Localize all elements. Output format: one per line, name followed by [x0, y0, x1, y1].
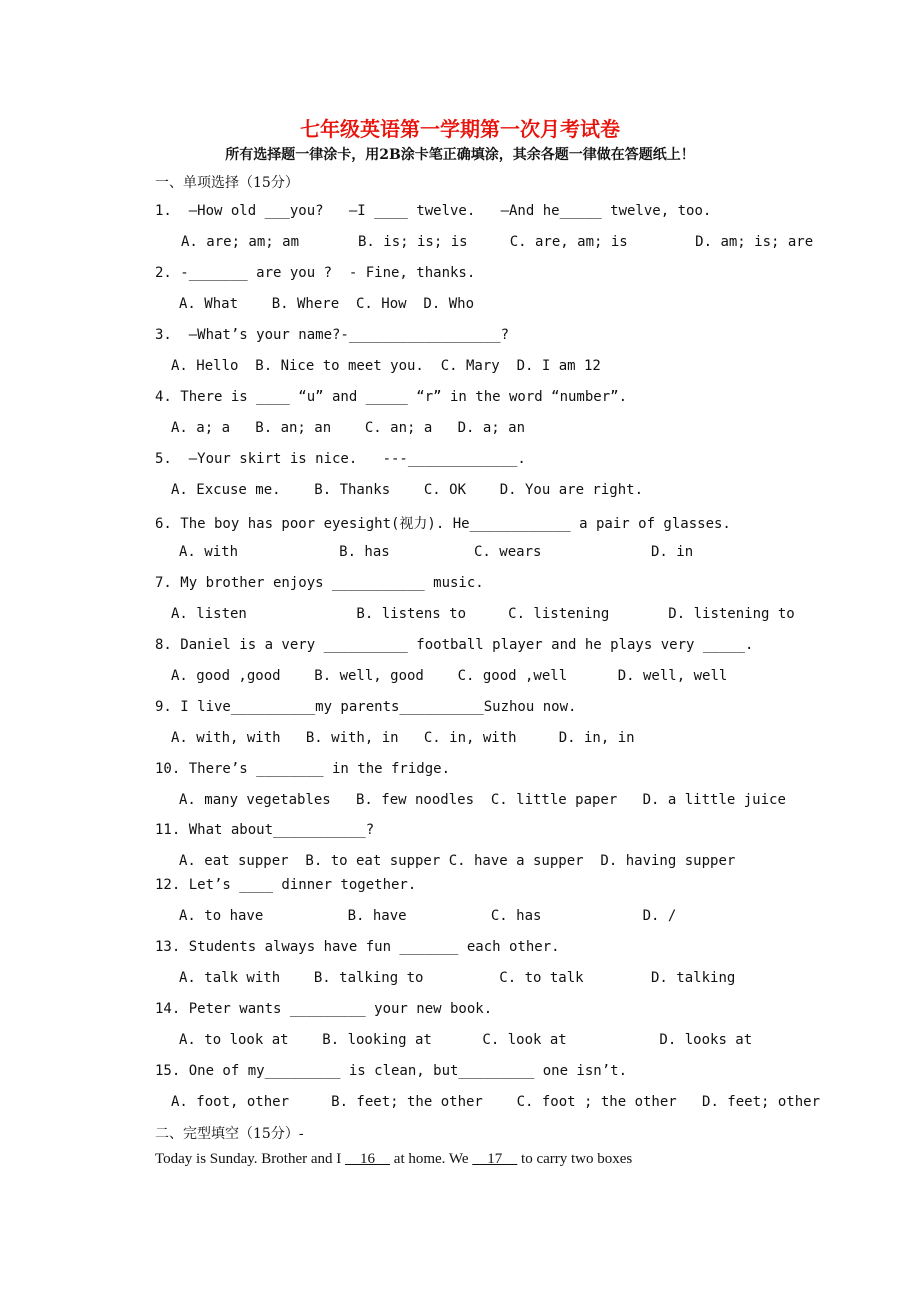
question-15-options: A. foot, other B. feet; the other C. foot ; the other D. feet; other: [171, 1094, 821, 1110]
answer-instructions: 所有选择题一律涂卡，用2B涂卡笔正确填涂，其余各题一律做在答题纸上！: [225, 147, 695, 163]
question-3-options: A. Hello B. Nice to meet you. C. Mary D. I am 12: [171, 358, 601, 374]
question-5-options: A. Excuse me. B. Thanks C. OK D. You are right.: [171, 482, 644, 498]
question-4-options: A. a; a B. an; an C. an; a D. a; an: [171, 420, 526, 436]
question-7-stem: 7. My brother enjoys ___________ music.: [155, 575, 484, 591]
question-6-options: A. with B. has C. wears D. in: [179, 544, 694, 560]
question-9-options: A. with, with B. with, in C. in, with D. in, in: [171, 730, 635, 746]
cloze-text-3: to carry two boxes: [517, 1151, 633, 1167]
question-14-options: A. to look at B. looking at C. look at D. looks at: [179, 1032, 753, 1048]
question-12-options: A. to have B. have C. has D. /: [179, 908, 677, 924]
question-8-stem: 8. Daniel is a very __________ football player and he plays very _____.: [155, 637, 754, 653]
question-15-stem: 15. One of my_________ is clean, but_________ one isn’t.: [155, 1063, 628, 1079]
cloze-text-2: at home. We: [390, 1151, 473, 1167]
question-11-stem: 11. What about___________?: [155, 822, 375, 838]
question-1-options: A. are; am; am B. is; is; is C. are, am; is D. am; is; are: [181, 234, 814, 250]
question-13-stem: 13. Students always have fun _______ each other.: [155, 939, 560, 955]
question-6-stem: 6. The boy has poor eyesight(视力). He____________ a pair of glasses.: [155, 516, 731, 532]
cloze-text-1: Today is Sunday. Brother and I: [155, 1151, 346, 1167]
question-12-stem: 12. Let’s ____ dinner together.: [155, 877, 417, 893]
question-10-stem: 10. There’s ________ in the fridge.: [155, 761, 451, 777]
question-8-options: A. good ,good B. well, good C. good ,well D. well, well: [171, 668, 728, 684]
question-5-stem: 5. –Your skirt is nice. ---_____________.: [155, 451, 526, 467]
cloze-blank-16: 16: [345, 1151, 391, 1167]
question-2-options: A. What B. Where C. How D. Who: [179, 296, 475, 312]
section-heading-cloze: 二、完型填空（15分）-: [155, 1126, 304, 1142]
question-9-stem: 9. I live__________my parents__________Suzhou now.: [155, 699, 577, 715]
cloze-blank-17: 17: [472, 1151, 518, 1167]
cloze-passage-line: [155, 1151, 632, 1168]
question-7-options: A. listen B. listens to C. listening D. listening to: [171, 606, 795, 622]
question-4-stem: 4. There is ____ “u” and _____ “r” in the word “number”.: [155, 389, 628, 405]
question-1-stem: 1. –How old ___you? –I ____ twelve. –And he_____ twelve, too.: [155, 203, 712, 219]
question-2-stem: 2. -_______ are you ? - Fine, thanks.: [155, 265, 476, 281]
question-10-options: A. many vegetables B. few noodles C. little paper D. a little juice: [179, 792, 786, 808]
question-11-options: A. eat supper B. to eat supper C. have a supper D. having supper: [179, 853, 736, 869]
question-14-stem: 14. Peter wants _________ your new book.: [155, 1001, 493, 1017]
section-heading-single-choice: 一、单项选择（15分）: [155, 175, 299, 191]
question-13-options: A. talk with B. talking to C. to talk D. talking: [179, 970, 736, 986]
exam-title: 七年级英语第一学期第一次月考试卷: [300, 117, 620, 141]
question-3-stem: 3. –What’s your name?-__________________?: [155, 327, 510, 343]
